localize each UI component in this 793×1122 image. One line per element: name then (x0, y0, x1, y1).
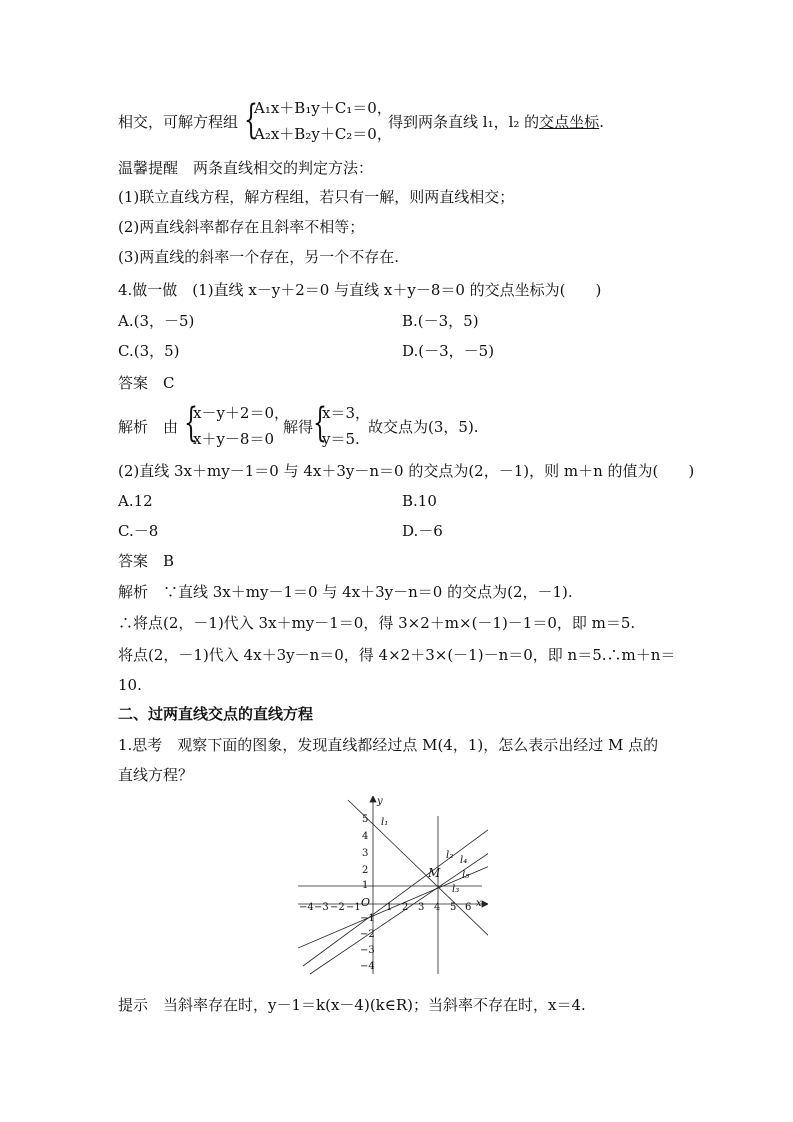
section-heading: 二、过两直线交点的直线方程 (118, 705, 314, 723)
intro-suffix-end: . (599, 113, 604, 131)
point-m-label: M (428, 866, 441, 880)
y-tick-label: −4 (360, 961, 375, 972)
q1-stem: 4.做一做 (1)直线 x－y＋2＝0 与直线 x＋y－8＝0 的交点坐标为( ) (118, 281, 602, 299)
q2-option-a: A.12 (118, 492, 153, 510)
q1-option-c: C.(3，5) (118, 342, 180, 360)
x-axis-arrow (482, 901, 488, 907)
q1-analysis-prefix: 解析 由 (118, 418, 179, 436)
q2-analysis-line-3: 将点(2，－1)代入 4x＋3y－n＝0，得 4×2＋3×(－1)－n＝0，即 n＝5.∴m＋n＝ (118, 646, 676, 664)
q2-stem: (2)直线 3x＋my－1＝0 与 4x＋3y－n＝0 的交点为(2，－1)，则 m＋n 的值为( ) (118, 462, 695, 480)
x-tick-label: 1 (386, 902, 393, 913)
brace-symbol: { (244, 97, 258, 143)
q1-solution-eq-1: x＝3， (322, 404, 371, 422)
q1-system-eq-1: x－y＋2＝0， (193, 404, 290, 422)
tip-item-2: (2)两直线斜率都存在且斜率不相等； (118, 218, 365, 236)
y-axis-arrow (370, 796, 376, 802)
brace-symbol: { (184, 400, 198, 446)
line-label-l4: l₄ (460, 855, 468, 866)
tip-item-3: (3)两直线的斜率一个存在，另一个不存在. (118, 248, 400, 266)
y-tick-label: −1 (360, 913, 375, 924)
line-label-l3: l₃ (452, 884, 460, 895)
system-equation-2: A₂x＋B₂y＋C₂＝0， (254, 125, 392, 143)
x-tick-label: −4 (299, 902, 314, 913)
brace-symbol: { (313, 400, 327, 446)
y-tick-label: 4 (362, 831, 369, 842)
hint: 提示 当斜率存在时，y－1＝k(x－4)(k∈R)；当斜率不存在时，x＝4. (118, 996, 586, 1014)
line-label-l5: l₅ (462, 870, 470, 881)
origin-label: O (361, 896, 371, 909)
x-tick-label: 5 (450, 902, 457, 913)
line-label-l1: l₁ (381, 817, 389, 828)
q2-answer: 答案 B (118, 552, 175, 570)
q1-answer: 答案 C (118, 374, 175, 392)
y-tick-label: 3 (362, 848, 369, 859)
q1-solution-eq-2: y＝5. (322, 430, 360, 448)
think-line-2: 直线方程？ (118, 766, 194, 784)
think-line-1: 1.思考 观察下面的图象，发现直线都经过点 M(4，1)，怎么表示出经过 M 点的 (118, 736, 659, 754)
system-equation-1: A₁x＋B₁y＋C₁＝0， (254, 99, 392, 117)
q2-analysis-line-2: ∴将点(2，－1)代入 3x＋my－1＝0，得 3×2＋m×(－1)－1＝0，即 m＝5. (118, 614, 636, 632)
y-tick-label: 5 (362, 814, 369, 825)
lines-through-m-figure (298, 796, 488, 978)
q2-analysis-line-4: 10. (118, 676, 142, 694)
x-tick-label: 2 (402, 902, 409, 913)
q2-option-d: D.－6 (402, 522, 443, 540)
x-axis-label: x (476, 898, 482, 909)
line-label-l2: l₂ (446, 850, 454, 861)
q1-option-b: B.(－3，5) (402, 312, 479, 330)
q2-option-c: C.－8 (118, 522, 159, 540)
y-tick-label: 2 (362, 865, 369, 876)
q1-analysis-end: 故交点为(3，5). (368, 418, 479, 436)
x-tick-label: 4 (434, 902, 441, 913)
y-axis-label: y (377, 796, 383, 807)
tip-title: 温馨提醒 两条直线相交的判定方法： (118, 159, 374, 177)
intro-suffix (388, 112, 604, 132)
q1-option-a: A.(3，－5) (118, 312, 195, 330)
x-tick-label: 6 (465, 902, 472, 913)
y-tick-label: 1 (362, 880, 369, 891)
y-tick-label: −3 (360, 945, 375, 956)
intersection-coordinates-term: 交点坐标 (539, 113, 600, 131)
y-tick-label: −2 (360, 929, 375, 940)
q2-option-b: B.10 (402, 492, 437, 510)
intro-prefix: 相交，可解方程组 (118, 113, 239, 131)
q1-analysis-mid: 解得 (283, 418, 314, 436)
x-tick-label: −2 (330, 902, 345, 913)
x-tick-label: −1 (346, 902, 361, 913)
q1-system-eq-2: x＋y－8＝0 (193, 430, 275, 448)
q2-analysis-line-1: 解析 ∵直线 3x＋my－1＝0 与 4x＋3y－n＝0 的交点为(2，－1). (118, 583, 573, 601)
tip-item-1: (1)联立直线方程，解方程组，若只有一解，则两直线相交； (118, 188, 515, 206)
intro-suffix-text: 得到两条直线 l₁，l₂ 的 (388, 113, 540, 131)
x-tick-label: −3 (314, 902, 329, 913)
line-l2 (303, 824, 488, 966)
x-tick-label: 3 (418, 902, 425, 913)
q1-option-d: D.(－3，－5) (402, 342, 495, 360)
